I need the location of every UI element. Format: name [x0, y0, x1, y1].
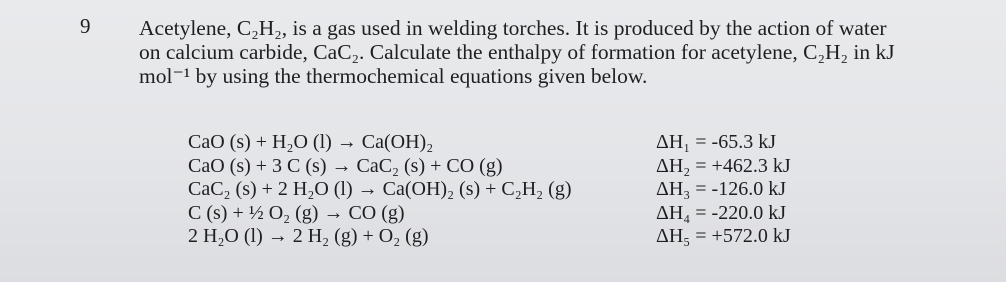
- equation-row: [188, 225, 828, 249]
- equation-enthalpy: ΔH₄ = -220.0 kJ: [656, 201, 786, 224]
- question-line: Acetylene, C₂H₂, is a gas used in welding torches. It is produced by the action of water: [139, 16, 887, 40]
- question-line: mol⁻¹ by using the thermochemical equations given below.: [139, 64, 648, 88]
- equation-enthalpy: ΔH₂ = +462.3 kJ: [656, 154, 791, 177]
- equation-row: [188, 155, 828, 179]
- equation-reaction: C (s) + ½ O₂ (g) → CO (g): [188, 201, 405, 224]
- equation-enthalpy: ΔH₁ = -65.3 kJ: [656, 131, 776, 153]
- thermochemical-equations: [188, 131, 828, 249]
- equation-reaction: 2 H₂O (l) → 2 H₂ (g) + O₂ (g): [188, 225, 429, 248]
- equation-enthalpy: ΔH₅ = +572.0 kJ: [656, 225, 791, 248]
- equation-reaction: CaO (s) + 3 C (s) → CaC₂ (s) + CO (g): [188, 154, 503, 177]
- equation-row: [188, 202, 828, 226]
- question-text: [139, 16, 939, 88]
- question-number: 9: [80, 14, 91, 38]
- equation-reaction: CaO (s) + H₂O (l) → Ca(OH)₂: [188, 131, 434, 153]
- equation-row: [188, 131, 828, 155]
- equation-row: [188, 178, 828, 202]
- question-line: on calcium carbide, CaC₂. Calculate the enthalpy of formation for acetylene, C₂H₂ in kJ: [139, 40, 895, 64]
- equation-enthalpy: ΔH₃ = -126.0 kJ: [656, 178, 786, 201]
- equation-reaction: CaC₂ (s) + 2 H₂O (l) → Ca(OH)₂ (s) + C₂H₂ (g): [188, 178, 572, 201]
